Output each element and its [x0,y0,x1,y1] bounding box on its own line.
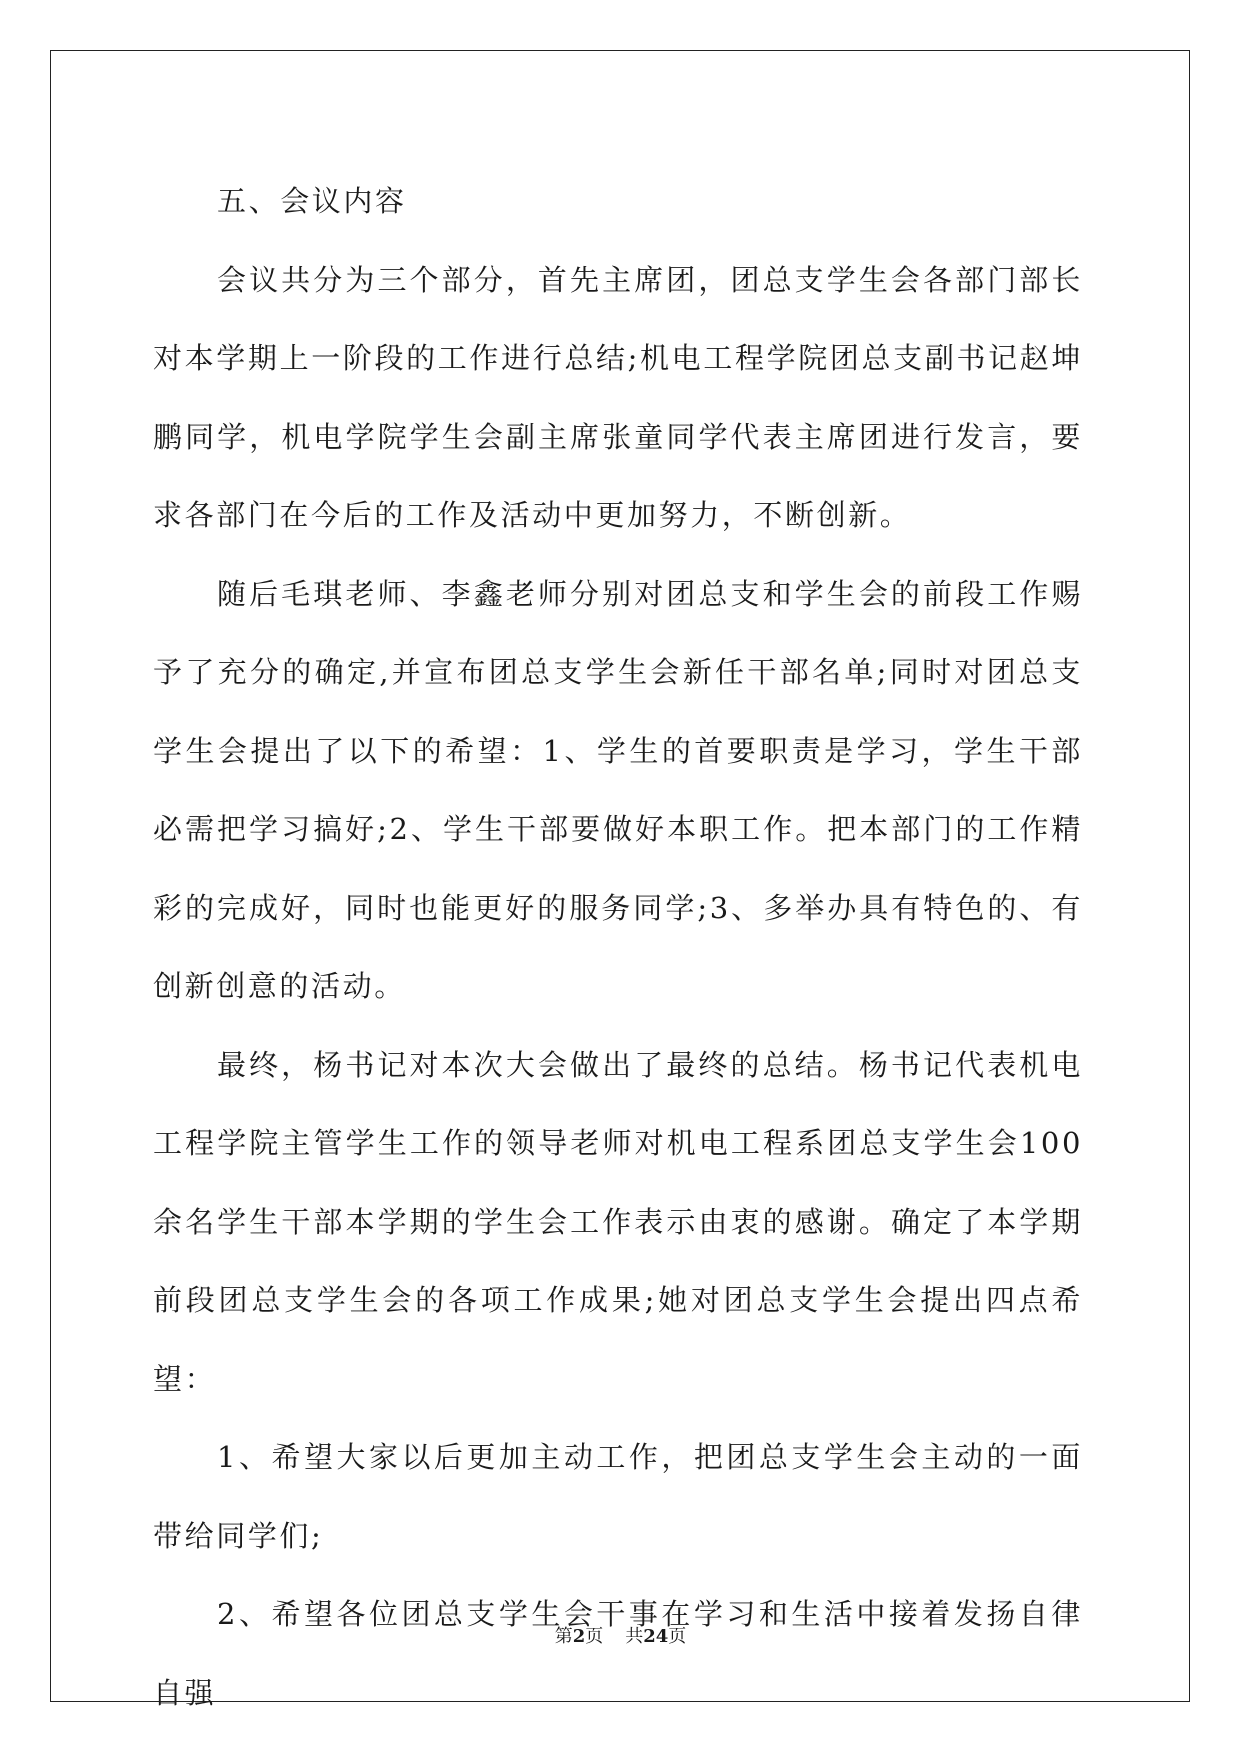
page-footer [0,1622,1241,1648]
paragraph: 1、希望大家以后更加主动工作，把团总支学生会主动的一面带给同学们; [153,1440,1083,1553]
total-suffix: 页 [668,1626,687,1647]
page-number: 2 [572,1626,586,1647]
total-prefix: 共 [625,1626,644,1647]
paragraph: 2、希望各位团总支学生会干事在学习和生活中接着发扬自律自强 [153,1597,1083,1710]
section-heading: 五、会议内容 [217,184,407,218]
page-prefix: 第 [554,1626,573,1647]
paragraph: 最终，杨书记对本次大会做出了最终的总结。杨书记代表机电工程学院主管学生工作的领导老师对机电工程系团总支学生会100余名学生干部本学期的学生会工作表示由衷的感谢。确定了本学期前段团总支学生会的各项工作成果;她对团总支学生会提出四点希望： [153,1047,1083,1396]
document-body [153,162,1083,1732]
page-suffix: 页 [585,1626,604,1647]
total-pages: 24 [643,1626,669,1647]
paragraph: 随后毛琪老师、李鑫老师分别对团总支和学生会的前段工作赐予了充分的确定,并宣布团总支学生会新任干部名单;同时对团总支学生会提出了以下的希望：1、学生的首要职责是学习，学生干部必需把学习搞好;2、学生干部要做好本职工作。把本部门的工作精彩的完成好，同时也能更好的服务同学;3、多举办具有特色的、有创新创意的活动。 [153,576,1083,1003]
paragraph: 会议共分为三个部分，首先主席团，团总支学生会各部门部长对本学期上一阶段的工作进行总结;机电工程学院团总支副书记赵坤鹏同学，机电学院学生会副主席张童同学代表主席团进行发言，要求各部门在今后的工作及活动中更加努力，不断创新。 [153,262,1083,532]
